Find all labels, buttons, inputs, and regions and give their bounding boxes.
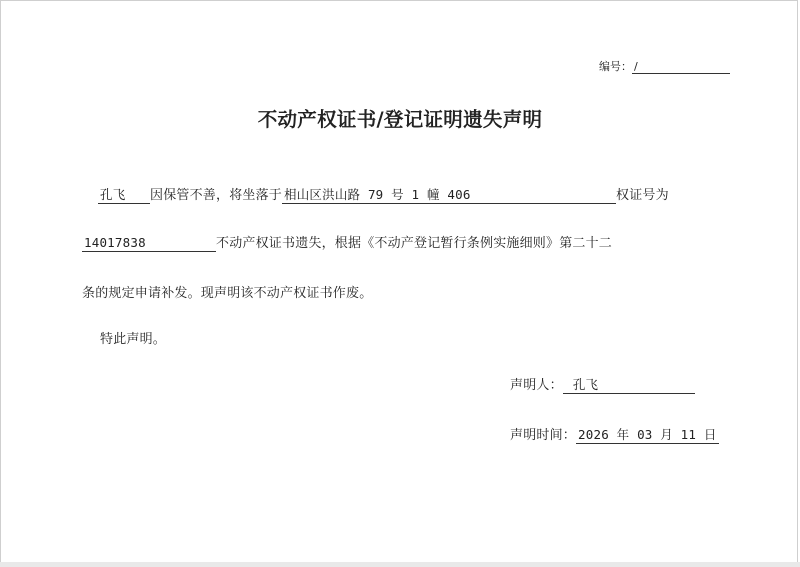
body-text-3: 不动产权证书遗失，根据《不动产登记暂行条例实施细则》第二十二	[216, 236, 613, 251]
property-address: 相山区洪山路 79 号 1 幢 406	[282, 187, 616, 204]
document-title: 不动产权证书/登记证明遗失声明	[257, 108, 543, 131]
page-bottom-edge	[0, 562, 800, 567]
body-line-2	[82, 232, 612, 252]
serial-number	[599, 58, 730, 74]
time-label: 声明时间：	[510, 428, 577, 443]
declaration-time-line	[510, 424, 719, 444]
declarant-name: 孔飞	[563, 377, 695, 394]
closing-statement: 特此声明。	[100, 332, 167, 347]
body-text-2: 权证号为	[616, 188, 669, 203]
declarant-label: 声明人：	[510, 378, 563, 393]
certificate-number: 14017838	[82, 235, 216, 252]
declaration-date: 2026 年 03 月 11 日	[578, 427, 717, 442]
serial-value: /	[632, 60, 730, 74]
owner-name: 孔飞	[98, 187, 150, 204]
body-line-3	[82, 282, 372, 301]
declarant-line	[510, 374, 695, 394]
body-line-1	[82, 184, 669, 204]
body-text-4: 条的规定申请补发。现声明该不动产权证书作废。	[82, 286, 373, 301]
body-text-1: 因保管不善，将坐落于	[150, 188, 283, 203]
serial-label: 编号：	[599, 60, 632, 73]
